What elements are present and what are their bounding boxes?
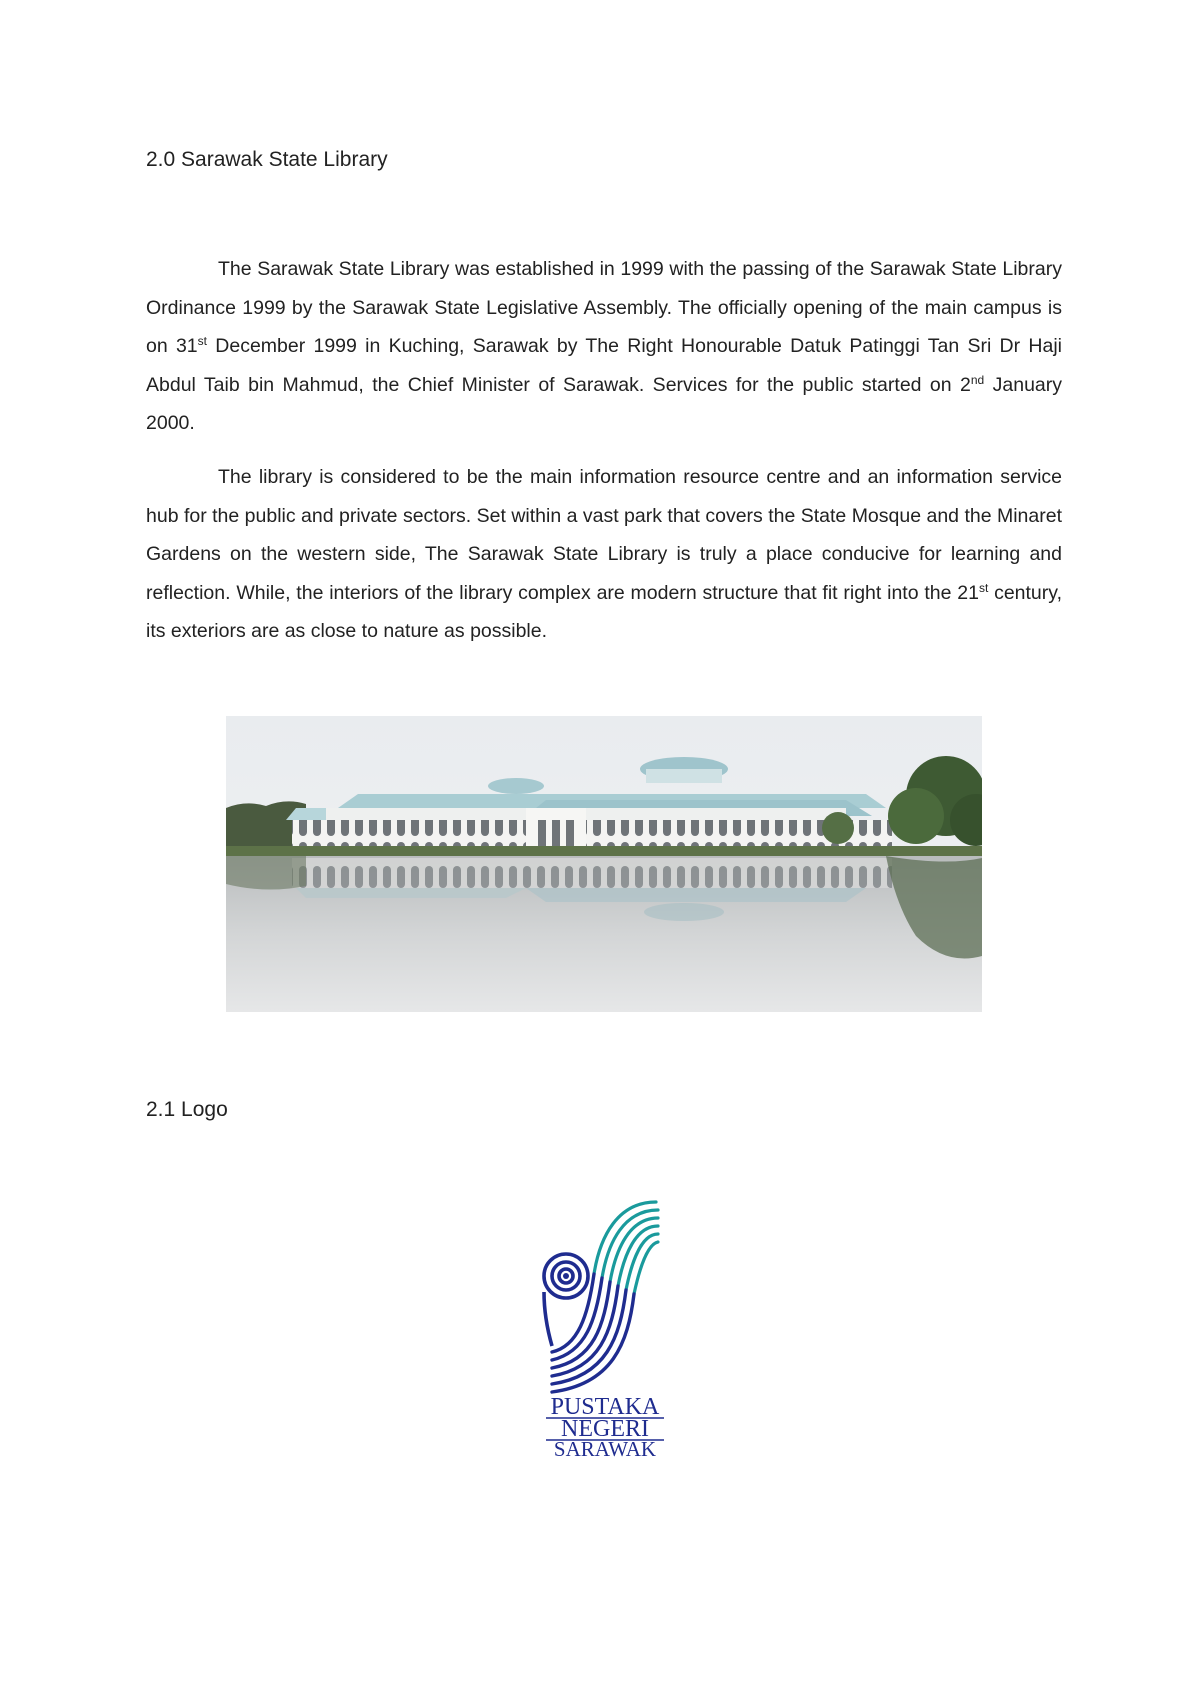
library-building-photo [226, 716, 982, 1012]
paragraph-description [146, 458, 1062, 651]
paragraph-description-text-b: century, its exteriors are as close to nature as possible. [146, 581, 1062, 643]
logo-text-line-2: NEGERI [561, 1416, 649, 1442]
logo-text-line-1: PUSTAKA [550, 1394, 660, 1420]
logo-text-line-3: SARAWAK [553, 1437, 657, 1458]
paragraph-history-text-a: The Sarawak State Library was established in 1999 with the passing of the Sarawak State Library Ordinance 1999 by the Sarawak State Legislative Assembly. The officially opening of the main campus is on 31 [146, 258, 1062, 358]
superscript-nd: nd [970, 372, 985, 387]
superscript-st-2: st [978, 580, 989, 595]
section-heading-logo: 2.1 Logo [146, 1098, 228, 1121]
paragraph-history-text-c: January 2000. [146, 373, 1062, 435]
paragraph-description-text-a: The library is considered to be the main information resource centre and an information service hub for the public and private sectors. Set within a vast park that covers the State Mosque and the Minaret Gardens on the western side, The Sarawak State Library is truly a place conducive for learning and reflection. While, the interiors of the library complex are modern structure that fit right into the 21 [146, 466, 1062, 604]
pustaka-negeri-sarawak-logo [538, 1196, 672, 1458]
section-heading-library: 2.0 Sarawak State Library [146, 148, 388, 171]
paragraph-history [146, 250, 1062, 443]
paragraph-history-text-b: December 1999 in Kuching, Sarawak by The Right Honourable Datuk Patinggi Tan Sri Dr Haji Abdul Taib bin Mahmud, the Chief Minister of Sarawak. Services for the public started on 2 [146, 335, 1062, 396]
superscript-st: st [197, 334, 207, 349]
